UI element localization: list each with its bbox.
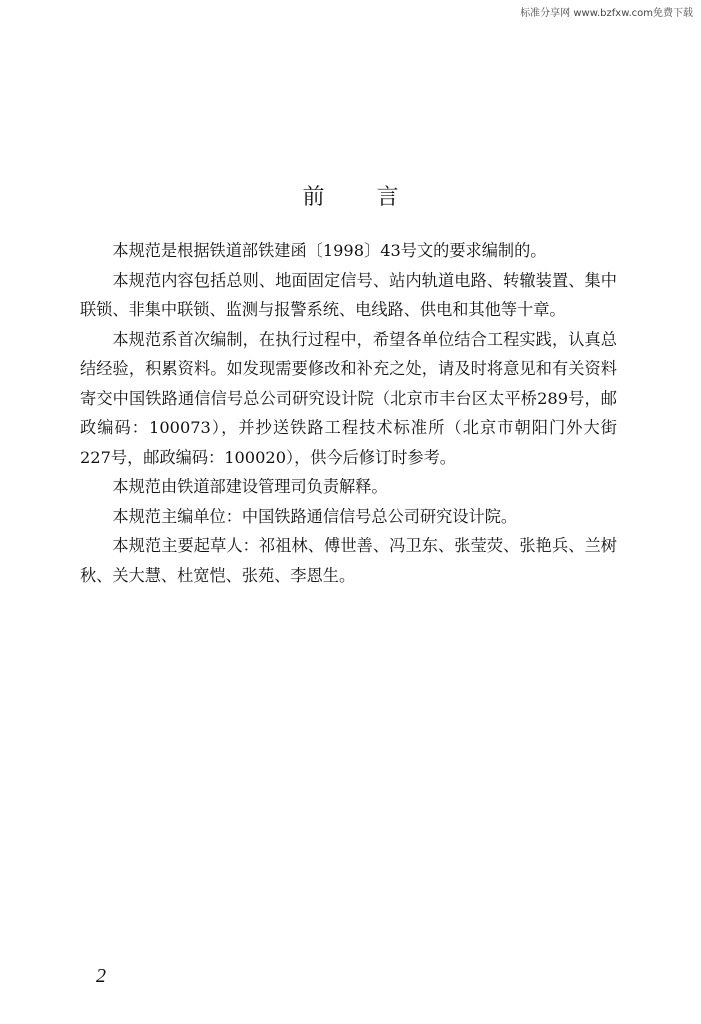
paragraph-chief-editor: 本规范主编单位：中国铁路通信信号总公司研究设计院。: [112, 506, 518, 526]
paragraph-feedback: 本规范系首次编制，在执行过程中，希望各单位结合工程实践，认真总结经验，积累资料。如发现需要修改和补充之处，请及时将意见和有关资料寄交中国铁路通信信号总公司研究设计院（北京市丰台区太平桥289号，邮政编码：100073），并抄送铁路工程技术标准所（北京市朝阳门外大街227号，邮政编码：100020），供今后修订时参考。: [80, 329, 617, 467]
preface-body: [80, 236, 617, 590]
page-number: 2: [96, 965, 106, 987]
watermark-text: 标准分享网 www.bzfxw.com免费下载: [520, 8, 693, 19]
paragraph-drafters: 本规范主要起草人：祁祖林、傅世善、冯卫东、张莹荧、张艳兵、兰树秋、关大慧、杜宽恺、张苑、李恩生。: [80, 536, 617, 585]
paragraph-contents: 本规范内容包括总则、地面固定信号、站内轨道电路、转辙装置、集中联锁、非集中联锁、监测与报警系统、电线路、供电和其他等十章。: [80, 270, 617, 319]
paragraph-basis: 本规范是根据铁道部铁建函〔1998〕43号文的要求编制的。: [112, 241, 547, 260]
paragraph-interpretation: 本规范由铁道部建设管理司负责解释。: [112, 477, 388, 496]
page-title: 前言: [302, 185, 451, 210]
